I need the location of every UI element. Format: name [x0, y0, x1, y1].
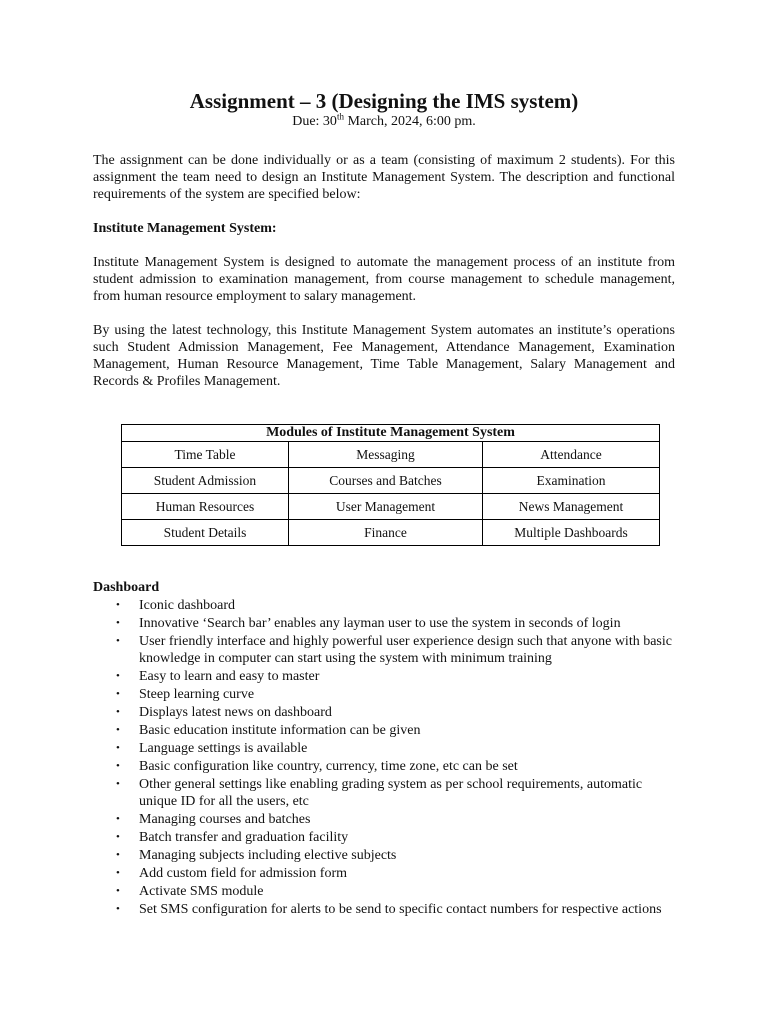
- bullet-icon: •: [116, 599, 120, 611]
- list-item-text: Language settings is available: [139, 741, 308, 756]
- due-suffix: March, 2024, 6:00 pm.: [343, 114, 476, 129]
- bullet-icon: •: [116, 617, 120, 629]
- table-cell: Courses and Batches: [289, 468, 483, 494]
- table-cell: Multiple Dashboards: [483, 520, 660, 546]
- list-item-text: Add custom field for admission form: [139, 866, 348, 881]
- list-item: [93, 633, 675, 667]
- title-prefix: Assignment – 3 (: [189, 89, 339, 113]
- table-cell: Time Table: [122, 442, 289, 468]
- bullet-icon: •: [116, 670, 120, 682]
- list-item: [93, 776, 675, 810]
- due-sup: th: [336, 111, 344, 122]
- list-item: [93, 847, 675, 864]
- list-item-text: User friendly interface and highly powerful user experience design such that anyone with basic knowledge in computer can start using the system with minimum training: [139, 634, 672, 666]
- bullet-icon: •: [116, 813, 120, 825]
- table-row: [122, 494, 660, 520]
- list-item-text: Set SMS configuration for alerts to be send to specific contact numbers for respective actions: [139, 902, 662, 917]
- table-cell: Student Details: [122, 520, 289, 546]
- list-item-text: Easy to learn and easy to master: [139, 669, 320, 684]
- list-item: [93, 829, 675, 846]
- bullet-icon: •: [116, 724, 120, 736]
- list-item: [93, 722, 675, 739]
- list-item: [93, 615, 675, 632]
- table-cell: Student Admission: [122, 468, 289, 494]
- list-item-text: Managing subjects including elective subjects: [139, 848, 397, 863]
- bullet-icon: •: [116, 778, 120, 790]
- list-item: [93, 686, 675, 703]
- list-item-text: Managing courses and batches: [139, 812, 311, 827]
- table-cell: Attendance: [483, 442, 660, 468]
- list-item-text: Steep learning curve: [139, 687, 255, 702]
- list-item: [93, 597, 675, 614]
- list-item: [93, 668, 675, 685]
- list-item: [93, 811, 675, 828]
- assignment-title: [93, 88, 675, 114]
- table-cell: Human Resources: [122, 494, 289, 520]
- document-page: [93, 88, 675, 918]
- dashboard-heading: Dashboard: [93, 580, 160, 595]
- bullet-icon: •: [116, 760, 120, 772]
- bullet-icon: •: [116, 635, 120, 647]
- bullet-icon: •: [116, 867, 120, 879]
- list-item: [93, 901, 675, 918]
- list-item: [93, 740, 675, 757]
- due-prefix: Due: 30: [292, 114, 337, 129]
- table-row: [122, 468, 660, 494]
- table-cell: Examination: [483, 468, 660, 494]
- table-cell: Finance: [289, 520, 483, 546]
- intro-paragraph: The assignment can be done individually or as a team (consisting of maximum 2 students). For this assignment the team need to design an Institute Management System. The description and functional requirements of the system are specified below:: [93, 153, 675, 202]
- list-item: [93, 758, 675, 775]
- section-heading: Institute Management System:: [93, 221, 277, 236]
- list-item-text: Other general settings like enabling grading system as per school requirements, automatic unique ID for all the users, etc: [139, 777, 643, 809]
- list-item: [93, 883, 675, 900]
- bullet-icon: •: [116, 706, 120, 718]
- list-item-text: Activate SMS module: [139, 884, 264, 899]
- table-cell: User Management: [289, 494, 483, 520]
- table-row: [122, 520, 660, 546]
- modules-table: [121, 424, 660, 546]
- table-cell: News Management: [483, 494, 660, 520]
- list-item-text: Basic configuration like country, currency, time zone, etc can be set: [139, 759, 518, 774]
- list-item-text: Iconic dashboard: [139, 598, 236, 613]
- list-item-text: Basic education institute information can be given: [139, 723, 421, 738]
- list-item-text: Displays latest news on dashboard: [139, 705, 332, 720]
- list-item: [93, 865, 675, 882]
- dashboard-feature-list: [93, 597, 675, 918]
- table-row: [122, 442, 660, 468]
- bullet-icon: •: [116, 903, 120, 915]
- modules-table-title: Modules of Institute Management System: [122, 425, 660, 442]
- due-date: [93, 111, 675, 130]
- bullet-icon: •: [116, 831, 120, 843]
- description-paragraph-1: Institute Management System is designed to automate the management process of an institute from student admission to examination management, from course management to schedule management, from human resource employment to salary management.: [93, 255, 675, 304]
- bullet-icon: •: [116, 742, 120, 754]
- list-item: [93, 704, 675, 721]
- list-item-text: Innovative ‘Search bar’ enables any layman user to use the system in seconds of login: [139, 616, 621, 631]
- bullet-icon: •: [116, 885, 120, 897]
- list-item-text: Batch transfer and graduation facility: [139, 830, 349, 845]
- table-cell: Messaging: [289, 442, 483, 468]
- bullet-icon: •: [116, 849, 120, 861]
- title-bold: Designing the IMS system): [338, 89, 579, 113]
- description-paragraph-2: By using the latest technology, this Institute Management System automates an institute’s operations such Student Admission Management, Fee Management, Attendance Management, Examination Management, Human Resource Management, Time Table Management, Salary Management and Records & Profiles Management.: [93, 323, 675, 389]
- bullet-icon: •: [116, 688, 120, 700]
